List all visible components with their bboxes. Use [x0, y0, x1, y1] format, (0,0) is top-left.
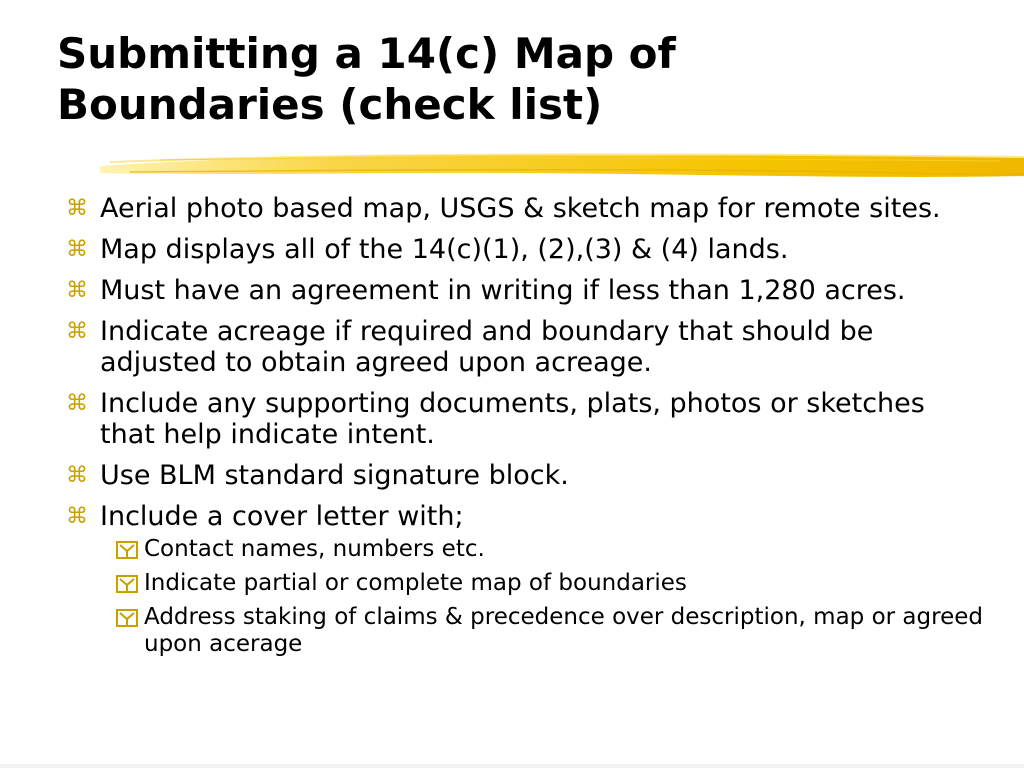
sub-list-item [116, 536, 998, 563]
command-key-icon: ⌘ [66, 196, 88, 221]
list-item [62, 316, 982, 378]
command-key-icon: ⌘ [66, 391, 88, 416]
command-key-icon: ⌘ [66, 504, 88, 529]
list-item [62, 460, 982, 491]
checked-box-icon [116, 541, 138, 559]
list-item-text: Indicate acreage if required and boundary that should be adjusted to obtain agreed upon acreage. [100, 316, 874, 378]
list-item [62, 501, 982, 658]
checked-box-icon [116, 575, 138, 593]
sub-list-item-text: Address staking of claims & precedence over description, map or agreed upon acerage [144, 604, 983, 657]
command-key-icon: ⌘ [66, 237, 88, 262]
list-item-text: Include a cover letter with; [100, 501, 464, 532]
list-item [62, 234, 982, 265]
sub-list-item [116, 570, 998, 597]
list-item [62, 388, 982, 450]
list-item-text: Aerial photo based map, USGS & sketch map for remote sites. [100, 193, 941, 224]
title-line-2: Boundaries (check list) [57, 80, 603, 129]
list-item-text: Map displays all of the 14(c)(1), (2),(3) & (4) lands. [100, 234, 789, 265]
list-item [62, 275, 982, 306]
list-item [62, 193, 982, 224]
list-item-text: Include any supporting documents, plats, photos or sketches that help indicate intent. [100, 388, 925, 450]
command-key-icon: ⌘ [66, 278, 88, 303]
sub-list-item-text: Indicate partial or complete map of boundaries [144, 570, 687, 596]
sub-bullet-list [116, 536, 998, 658]
bullet-list [62, 193, 982, 668]
sub-list-item [116, 604, 998, 658]
sub-list-item-text: Contact names, numbers etc. [144, 536, 485, 562]
list-item-text: Must have an agreement in writing if less than 1,280 acres. [100, 275, 906, 306]
brush-stroke-divider [100, 146, 1024, 188]
list-item-text: Use BLM standard signature block. [100, 460, 569, 491]
title-line-1: Submitting a 14(c) Map of [57, 29, 676, 78]
footer-divider [0, 764, 1024, 768]
slide-title [57, 28, 997, 130]
command-key-icon: ⌘ [66, 319, 88, 344]
command-key-icon: ⌘ [66, 463, 88, 488]
checked-box-icon [116, 609, 138, 627]
